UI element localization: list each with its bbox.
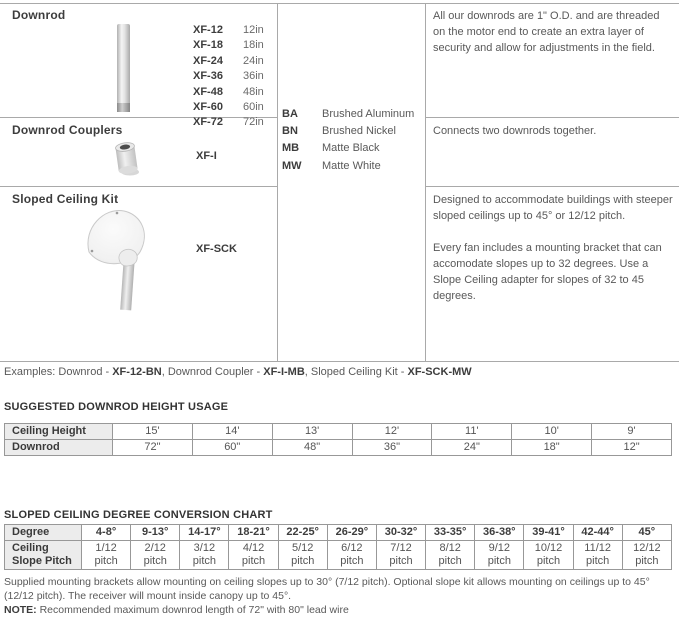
- sck-description: [433, 192, 673, 320]
- value-cell: 72": [113, 440, 193, 456]
- mounting-footnote: Supplied mounting brackets allow mounting on ceiling slopes up to 30° (7/12 pitch). Optional slope kit allows mounting on ceilings up to 45° (12/12 pitch). The receiver will mount inside canopy up to 45°.: [4, 576, 650, 602]
- finish-row: [282, 123, 414, 140]
- downrod-height-table: [4, 423, 672, 456]
- sck-section-heading: Sloped Ceiling Kit: [12, 192, 119, 206]
- value-cell: 22-25°: [278, 525, 327, 541]
- downrod-model-list: [193, 23, 264, 131]
- table-row: [5, 424, 672, 440]
- finish-row: [282, 140, 414, 157]
- note-label: NOTE:: [4, 604, 37, 616]
- value-cell: 18": [512, 440, 592, 456]
- model-size: 12in: [243, 24, 264, 36]
- example-model-code: XF-12-BN: [112, 366, 162, 378]
- value-cell: 6/12 pitch: [327, 541, 376, 570]
- value-cell: 1/12 pitch: [82, 541, 131, 570]
- finish-name: Matte White: [322, 159, 381, 172]
- model-code: XF-24: [193, 54, 223, 67]
- downrod-tip: [117, 103, 130, 112]
- value-cell: 3/12 pitch: [180, 541, 229, 570]
- value-cell: 9/12 pitch: [475, 541, 524, 570]
- finish-row: [282, 106, 414, 123]
- value-cell: 14-17°: [180, 525, 229, 541]
- row-label-cell: Downrod: [5, 440, 113, 456]
- downrod-model-row: [193, 100, 264, 115]
- finish-name: Matte Black: [322, 142, 380, 155]
- column-divider-1: [277, 3, 278, 361]
- value-cell: 36": [352, 440, 432, 456]
- value-cell: 8/12 pitch: [426, 541, 475, 570]
- value-cell: 10': [512, 424, 592, 440]
- row-label-cell: Ceiling Slope Pitch: [5, 541, 82, 570]
- finish-code: BN: [282, 125, 298, 138]
- table-row: [5, 541, 672, 570]
- model-code: XF-72: [193, 116, 223, 129]
- downrod-description: All our downrods are 1" O.D. and are threaded on the motor end to create an extra layer of security and allow for adjustments in the field.: [433, 10, 660, 54]
- value-cell: 9': [592, 424, 672, 440]
- sck-product-image: [82, 204, 160, 314]
- value-cell: 10/12 pitch: [524, 541, 573, 570]
- table-row: [5, 440, 672, 456]
- finish-name: Brushed Nickel: [322, 125, 396, 138]
- downrod-model-row: [193, 115, 264, 130]
- example-text: , Downrod Coupler -: [161, 366, 264, 378]
- value-cell: 42-44°: [573, 525, 622, 541]
- value-cell: 24": [432, 440, 512, 456]
- model-code: XF-36: [193, 70, 223, 83]
- row-label-cell: Ceiling Height: [5, 424, 113, 440]
- model-size: 60in: [243, 100, 264, 113]
- example-model-code: XF-SCK-MW: [407, 366, 472, 378]
- model-size: 48in: [243, 85, 264, 98]
- value-cell: 2/12 pitch: [131, 541, 180, 570]
- value-cell: 14': [192, 424, 272, 440]
- downrod-model-row: [193, 38, 264, 53]
- coupler-model-code: XF-I: [196, 150, 217, 162]
- couplers-section-heading: Downrod Couplers: [12, 123, 123, 137]
- model-size: 72in: [243, 116, 264, 129]
- downrod-product-image: [117, 24, 130, 112]
- value-cell: 4/12 pitch: [229, 541, 278, 570]
- value-cell: 13': [272, 424, 352, 440]
- model-size: 18in: [243, 39, 264, 52]
- finish-code: MW: [282, 159, 302, 172]
- value-cell: 12': [352, 424, 432, 440]
- value-cell: 5/12 pitch: [278, 541, 327, 570]
- model-size: 36in: [243, 70, 264, 83]
- value-cell: 9-13°: [131, 525, 180, 541]
- value-cell: 11': [432, 424, 512, 440]
- divider-line-right-1: [425, 117, 679, 118]
- value-cell: 12": [592, 440, 672, 456]
- divider-line-left-2: [0, 186, 277, 187]
- slope-conversion-table: [4, 524, 672, 570]
- downrod-section-heading: Downrod: [12, 8, 66, 22]
- table-row: [5, 525, 672, 541]
- value-cell: 48": [272, 440, 352, 456]
- slope-table-title: SLOPED CEILING DEGREE CONVERSION CHART: [4, 509, 273, 521]
- value-cell: 11/12 pitch: [573, 541, 622, 570]
- row-label-cell: Degree: [5, 525, 82, 541]
- downrod-model-row: [193, 54, 264, 69]
- divider-line-right-2: [425, 186, 679, 187]
- coupler-product-image: [113, 140, 143, 178]
- value-cell: 7/12 pitch: [376, 541, 425, 570]
- value-cell: 36-38°: [475, 525, 524, 541]
- model-code: XF-12: [193, 24, 223, 36]
- divider-line-bottom: [0, 361, 679, 362]
- sck-description-paragraph-2: Every fan includes a mounting bracket that can accomodate slopes up to 32 degrees. Use a Slope Ceiling adapter for slopes of 32 to 45 degrees.: [433, 242, 662, 302]
- value-cell: 4-8°: [82, 525, 131, 541]
- finish-code: BA: [282, 108, 298, 120]
- sck-model-code: XF-SCK: [196, 243, 237, 255]
- value-cell: 45°: [622, 525, 671, 541]
- finish-row: [282, 158, 414, 175]
- downrod-table-title: SUGGESTED DOWNROD HEIGHT USAGE: [4, 401, 229, 413]
- value-cell: 12/12 pitch: [622, 541, 671, 570]
- value-cell: 33-35°: [426, 525, 475, 541]
- finish-name: Brushed Aluminum: [322, 108, 415, 120]
- example-text: , Sloped Ceiling Kit -: [304, 366, 408, 378]
- value-cell: 15': [113, 424, 193, 440]
- note-line: [4, 604, 676, 616]
- sck-description-paragraph-1: Designed to accommodate buildings with steeper sloped ceilings up to 45° or 12/12 pitch.: [433, 194, 673, 222]
- model-code: XF-18: [193, 39, 223, 52]
- note-text: Recommended maximum downrod length of 72" with 80" lead wire: [36, 604, 349, 616]
- examples-line: [4, 366, 472, 378]
- value-cell: 26-29°: [327, 525, 376, 541]
- model-code: XF-60: [193, 100, 223, 113]
- downrod-model-row: [193, 85, 264, 100]
- value-cell: 30-32°: [376, 525, 425, 541]
- divider-line-top: [0, 3, 679, 4]
- coupler-description: Connects two downrods together.: [433, 125, 597, 137]
- example-text: Examples: Downrod -: [4, 366, 113, 378]
- value-cell: 18-21°: [229, 525, 278, 541]
- value-cell: 60": [192, 440, 272, 456]
- column-divider-2: [425, 3, 426, 361]
- value-cell: 39-41°: [524, 525, 573, 541]
- downrod-model-row: [193, 23, 264, 38]
- model-code: XF-48: [193, 85, 223, 98]
- model-size: 24in: [243, 54, 264, 67]
- finish-code-legend: [282, 106, 414, 175]
- example-model-code: XF-I-MB: [263, 366, 305, 378]
- downrod-model-row: [193, 69, 264, 84]
- finish-code: MB: [282, 142, 300, 155]
